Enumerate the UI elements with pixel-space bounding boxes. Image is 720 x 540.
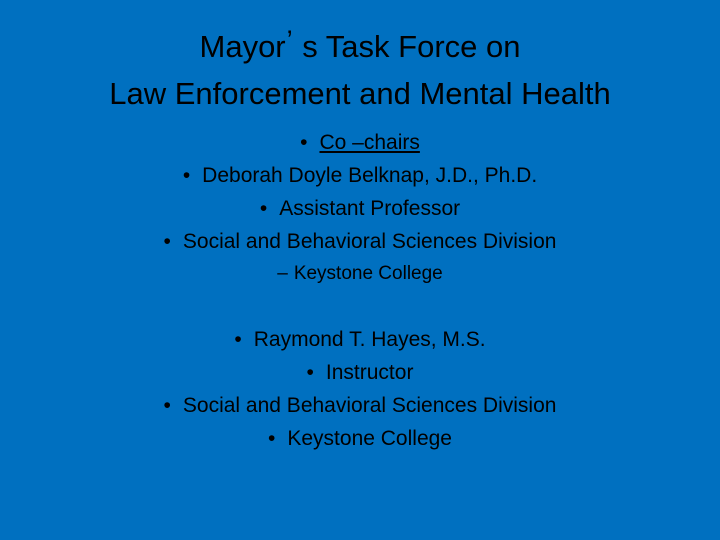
bullet-icon: •	[163, 230, 171, 253]
chair1-division-text: Social and Behavioral Sciences Division	[182, 230, 557, 253]
title-line-1-start: Mayor	[199, 29, 286, 64]
chair2-name	[20, 323, 700, 356]
co-chairs-label: Co –chairs	[319, 131, 420, 154]
bullet-icon: •	[268, 427, 276, 450]
chair2-role	[20, 356, 700, 389]
bullet-icon: •	[300, 131, 308, 154]
title-line-2: Law Enforcement and Mental Health	[109, 76, 611, 111]
chair2-role-text: Instructor	[325, 361, 414, 384]
chair1-name	[20, 159, 700, 192]
title-line-1	[20, 24, 700, 71]
bullet-icon: •	[182, 164, 191, 187]
bullet-icon: •	[234, 328, 242, 351]
chair1-college	[20, 258, 700, 290]
spacer	[20, 290, 700, 323]
chair1-name-text: Deborah Doyle Belknap, J.D., Ph.D.	[202, 164, 538, 187]
chair1-division	[20, 225, 700, 258]
bullet-icon: •	[163, 394, 171, 417]
chair1-role	[20, 192, 700, 225]
bullet-icon: •	[306, 361, 314, 384]
chair1-role-text: Assistant Professor	[279, 197, 461, 220]
chair2-division-text: Social and Behavioral Sciences Division	[182, 394, 557, 417]
chair1-college-text: Keystone College	[293, 263, 443, 284]
chair2-college	[20, 422, 700, 455]
title-line-1-end: s Task Force on	[293, 29, 521, 64]
slide-title	[20, 24, 700, 117]
chair2-name-text: Raymond T. Hayes, M.S.	[253, 328, 486, 351]
dash-icon: –	[277, 263, 288, 284]
chair2-college-text: Keystone College	[287, 427, 452, 450]
chair2-division	[20, 389, 700, 422]
slide-body	[20, 126, 700, 455]
bullet-icon: •	[259, 197, 268, 220]
title-apostrophe: ’	[286, 25, 293, 55]
co-chairs-heading	[20, 126, 700, 159]
